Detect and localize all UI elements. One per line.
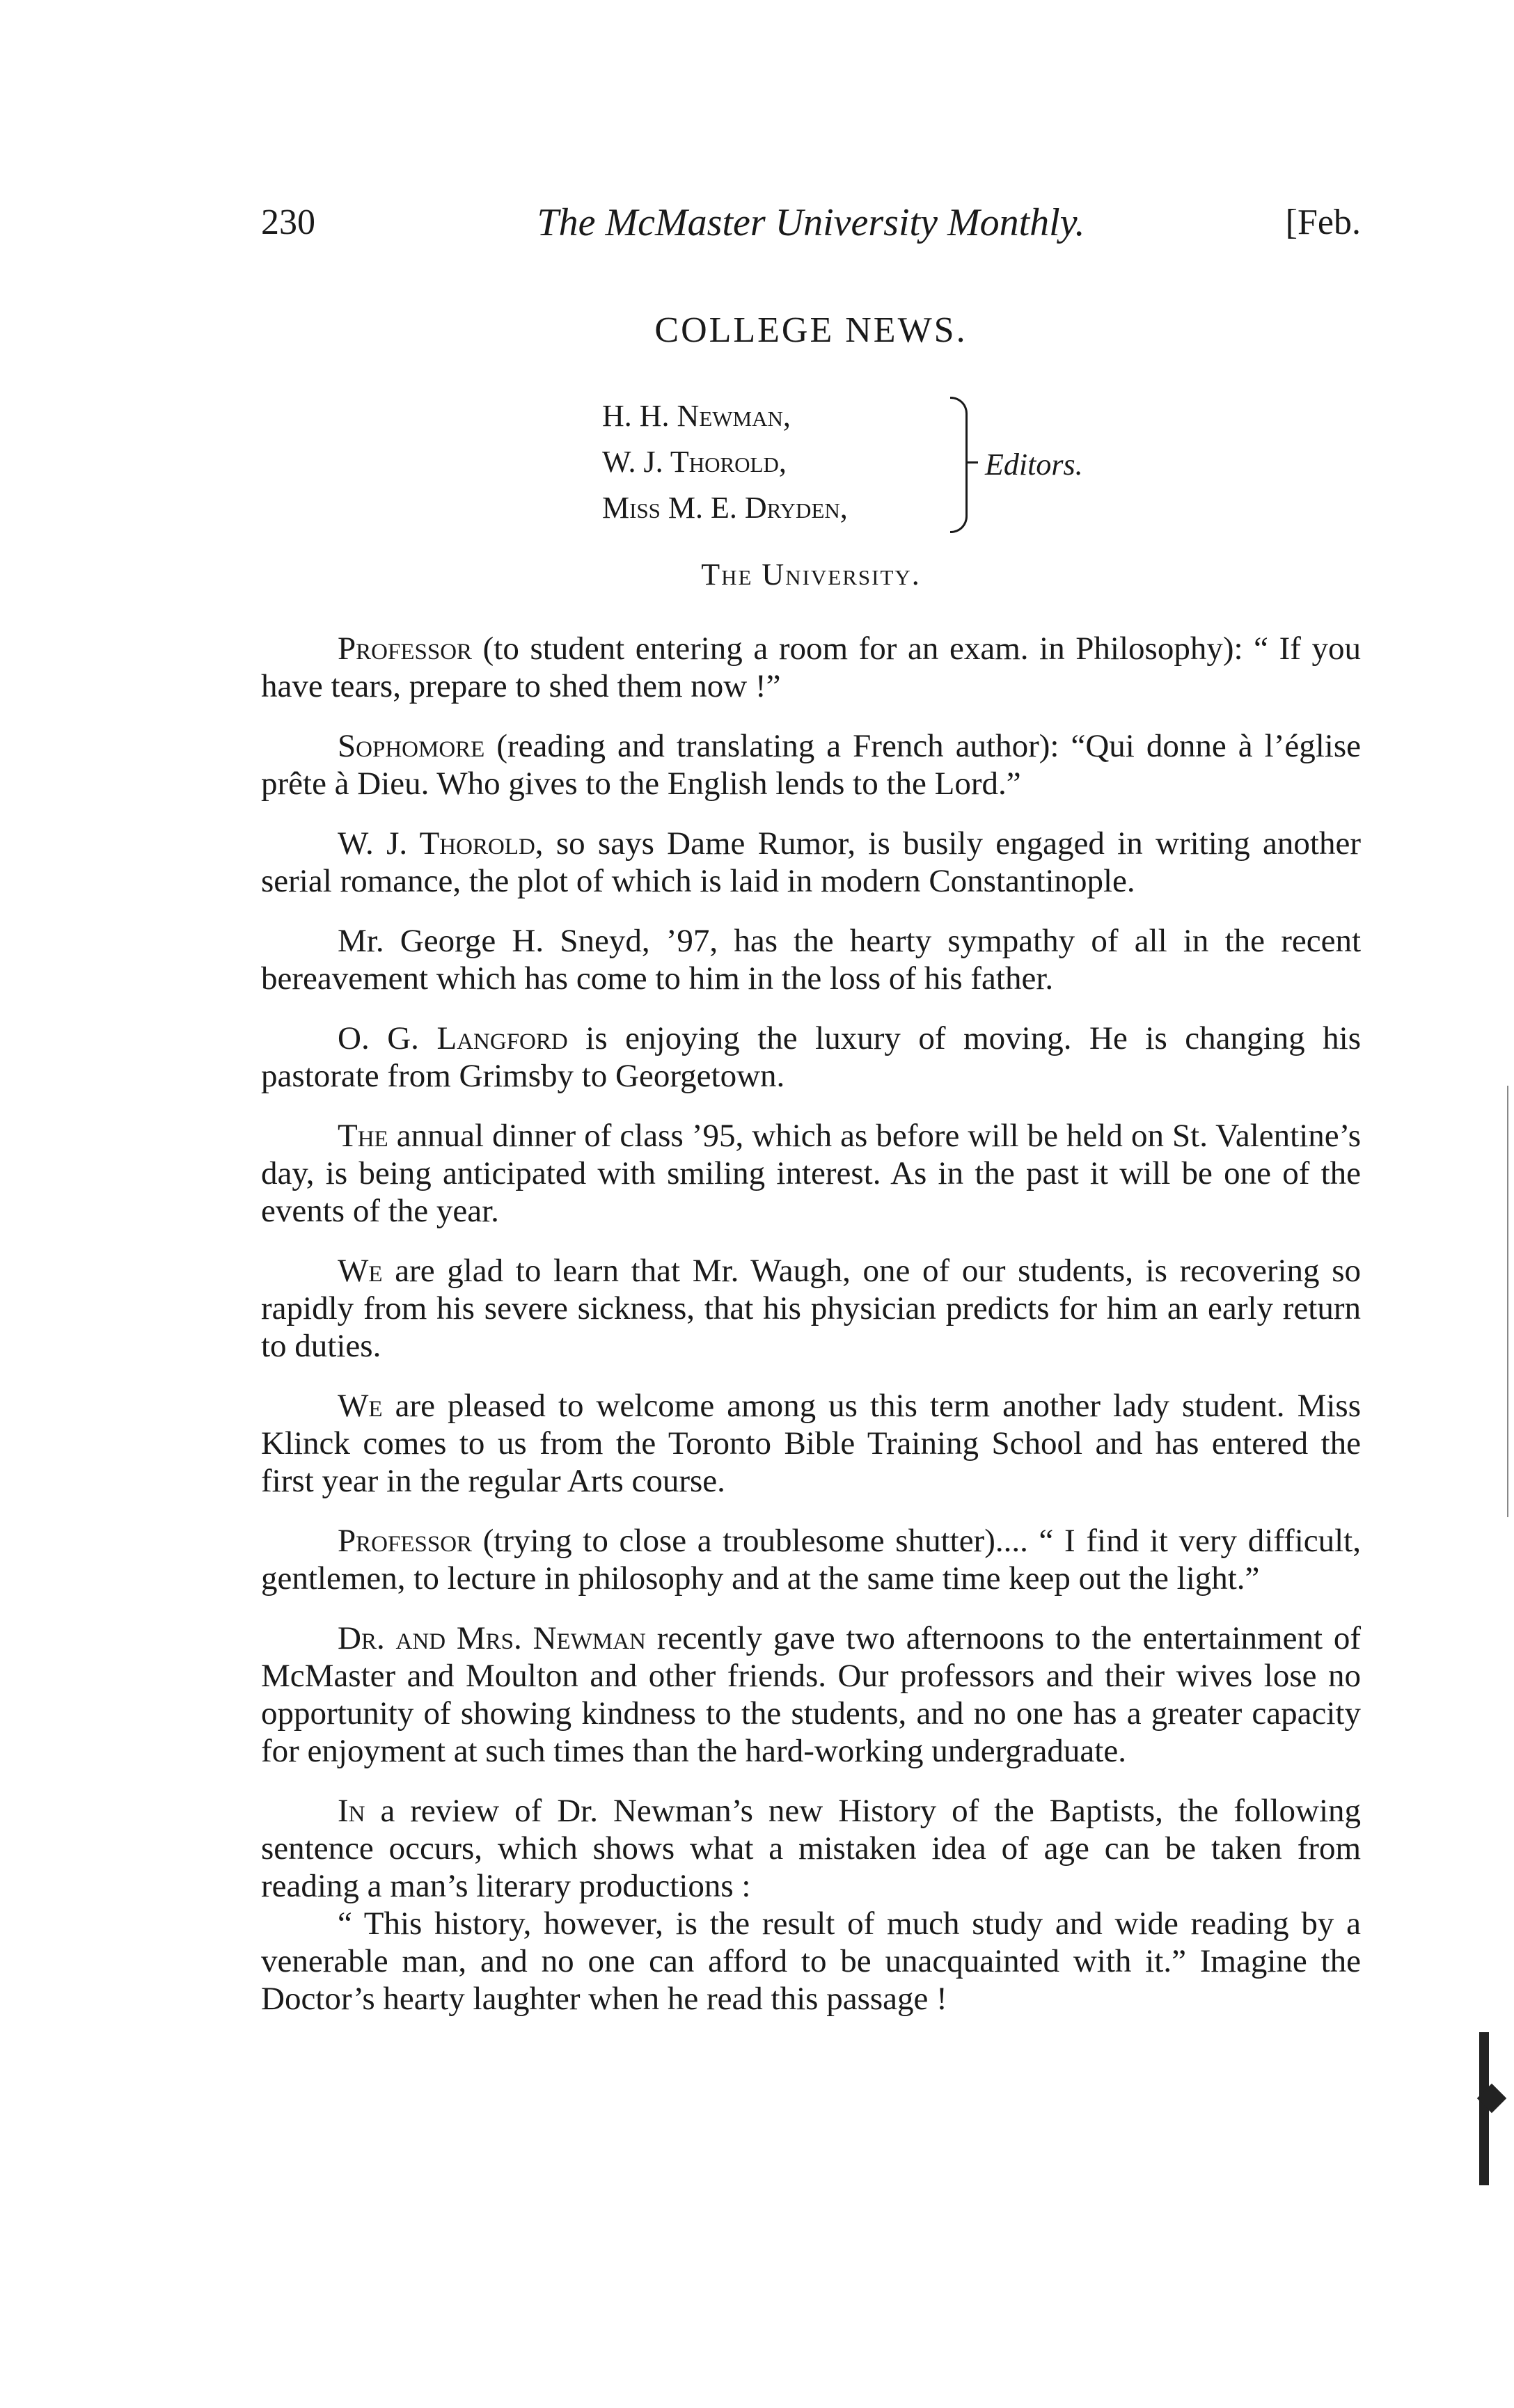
paragraph-lead: O. G. Langford (338, 1020, 568, 1056)
paragraph-text: are pleased to welcome among us this term another lady student. Miss Klinck comes to us from the Toronto Bible Training School and has entered the first year in the regular Arts course. (261, 1388, 1361, 1499)
quoted-passage (261, 1905, 1361, 2018)
paragraph-text: is enjoying the luxury of moving. He is changing his pastorate from Grimsby to Georgetown. (261, 1020, 1361, 1094)
running-head (261, 198, 1361, 247)
paragraph-lead: W. J. Thorold, (338, 825, 544, 862)
paragraph-lead: Sophomore (338, 728, 485, 764)
paragraph-text: “ This history, however, is the result of much study and wide reading by a venerable man, and no one can afford to be unacquainted with it.” Imagine the Doctor’s hearty laughter when he read this passage ! (261, 1906, 1361, 2017)
paragraph-lead: The (338, 1118, 388, 1154)
paragraph-lead: Professor (338, 631, 473, 667)
paragraph-text: recently gave two afternoons to the entertainment of McMaster and Moulton and other friends. Our professors and their wives lose no opportunity of showing kindness to the students, and no one has a greater capacity for enjoyment at such times than the hard-working undergraduate. (261, 1620, 1361, 1769)
editor-name: W. J. Thorold, (602, 445, 787, 479)
paragraph-text: (reading and translating a French author): “Qui donne à l’église prête à Dieu. Who gives to the English lends to the Lord.” (261, 728, 1361, 802)
news-paragraph (261, 1387, 1361, 1500)
editors-block (602, 393, 1159, 539)
paragraph-lead: We (338, 1388, 383, 1424)
editors-label: Editors. (985, 447, 1083, 482)
news-paragraph (261, 1522, 1361, 1597)
news-paragraph (261, 922, 1361, 997)
brace-icon (950, 397, 968, 533)
journal-title: The McMaster University Monthly. (537, 201, 1085, 244)
paragraph-text: (to student entering a room for an exam. in Philosophy): “ If you have tears, prepare to shed them now !” (261, 631, 1361, 704)
news-paragraph (261, 727, 1361, 802)
brace-tip (967, 461, 978, 464)
paragraph-text: Mr. George H. Sneyd, ’97, has the hearty sympathy of all in the recent bereavement which has come to him in the loss of his father. (261, 923, 1361, 997)
news-paragraph (261, 1619, 1361, 1770)
editor-name: Miss M. E. Dryden, (602, 491, 848, 525)
news-paragraph (261, 630, 1361, 705)
subsection-title: The University. (701, 557, 921, 592)
paragraph-text: a review of Dr. Newman’s new History of the Baptists, the following sentence occurs, which shows what a mistaken idea of age can be taken from reading a man’s literary productions : (261, 1793, 1361, 1904)
paragraph-text: so says Dame Rumor, is busily engaged in writing another serial romance, the plot of which is laid in modern Constantinople. (261, 825, 1361, 899)
editor-name: H. H. Newman, (602, 399, 791, 433)
scan-margin-line (1507, 1086, 1508, 1517)
paragraph-text: annual dinner of class ’95, which as before will be held on St. Valentine’s day, is being anticipated with smiling interest. As in the past it will be one of the events of the year. (261, 1118, 1361, 1229)
news-paragraph (261, 825, 1361, 900)
page-number: 230 (261, 203, 315, 242)
paragraph-lead: We (338, 1253, 383, 1289)
news-paragraph (261, 1792, 1361, 1905)
paragraph-text: are glad to learn that Mr. Waugh, one of our students, is recovering so rapidly from his severe sickness, that his physician predicts for him an early return to duties. (261, 1253, 1361, 1364)
news-paragraph (261, 1020, 1361, 1095)
paragraph-lead: Dr. and Mrs. Newman (338, 1620, 646, 1656)
paragraph-lead: Professor (338, 1523, 473, 1559)
news-paragraph (261, 1252, 1361, 1365)
editor-names (602, 393, 848, 531)
paragraph-text: (trying to close a troublesome shutter).... “ I find it very difficult, gentlemen, to lecture in philosophy and at the same time keep out the light.” (261, 1523, 1361, 1597)
issue-month: [Feb. (1285, 203, 1361, 242)
news-paragraph (261, 1117, 1361, 1230)
article-body (261, 630, 1361, 2040)
section-title: COLLEGE NEWS. (654, 310, 968, 350)
paragraph-lead: In (338, 1793, 365, 1829)
